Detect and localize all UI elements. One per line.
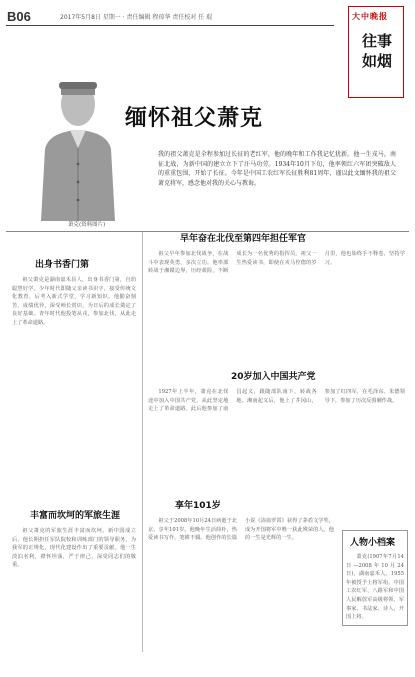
profile-title: 人物小档案 (350, 538, 396, 548)
section-heading: 丰富而坎坷的军旅生涯 (30, 511, 121, 521)
section-name-2: 如烟 (361, 52, 392, 70)
section-name-1: 往事 (361, 32, 392, 50)
article-deck: 我的祖父萧克是全程参加过长征的老红军，他的晚年和工作我记忆犹新。他一生戎马，南征北战，为新中国的建立立下了汗马功劳。1934年10月下旬，他率领红六军团突破敌人的重重包围，开始了长征。今年是中国工农红军长征胜利81周年，谨以此文缅怀我的祖父萧克将军，感念他对我的关心与教诲。 (158, 151, 396, 187)
section-heading: 出身书香门第 (35, 260, 90, 270)
section-heading: 20岁加入中国共产党 (231, 372, 316, 382)
photo-caption: 萧克(资料图片) (68, 222, 106, 228)
page-number: B06 (7, 9, 31, 24)
section-body: 祖父萧克的军旅生涯丰富而坎坷。新中国成立后，他长期担任军队院校和训练部门的领导职务，为我军的正规化、现代化建设作出了重要贡献。他一生淡泊名利，襟怀坦荡，严于律己，深受同志们的敬重。 (12, 528, 136, 569)
section-body: 祖父萧克是湖南嘉禾县人，出身书香门第，自幼聪慧好学。少年时代即随父亲读书识字，接受传统文化教育，后考入新式学堂，学习新知识。他勤奋刻苦，成绩优异，深受师长赏识，为日后的成长奠定了良好基础。青年时代他投笔从戎，参加北伐，从此走上了革命道路。 (12, 277, 136, 326)
section-badge (348, 6, 404, 98)
section-body: 祖父早年参加北伐战争，在战斗中表现英勇，多次立功。他率部转战于湘赣边界，历经艰险，不断成长为一名优秀的指挥员。祖父一生热爱读书，即使在戎马倥偬的岁月里，他也始终手不释卷，坚持学习。 (148, 251, 405, 275)
article-title: 缅怀祖父萧克 (125, 106, 264, 131)
section-heading: 早年奋在北伐至第四年担任军官 (180, 234, 307, 244)
section-body: 1927年上半年，萧克在北伐途中加入中国共产党，从此坚定地走上了革命道路。此后他参加了南昌起义，跟随部队南下，转战各地。湘南起义后，他上了井冈山，参加了红四军，在毛泽东、朱德领导下，参加了历次反围剿作战。 (148, 389, 405, 413)
section-body: 祖父于2008年10月24日病逝于北京，享年101岁。他晚年生活简朴，热爱读书写作，笔耕不辍。他创作的长篇小说《浴血罗霄》获得了茅盾文学奖，成为开国将军中唯一获此殊荣的人。他的一生是光辉的一生。 (148, 518, 334, 542)
profile-text: 萧克(1907年7月14日—2008年10月24日)，湖南嘉禾人。1955年被授予上将军衔。中国工农红军、八路军和中国人民解放军高级将领，军事家、书法家、诗人，开国上将。 (346, 554, 404, 621)
section-heading: 享年101岁 (175, 501, 221, 511)
portrait-photo (35, 74, 119, 221)
column-divider (142, 232, 143, 652)
issue-info: 2017年5月8日 星期一 · 责任编辑 程琼华 责任校对 任 琨 (60, 14, 213, 21)
header-rule (6, 25, 334, 26)
newspaper-logo: 大中晚报 (352, 11, 388, 21)
profile-box (342, 530, 408, 626)
